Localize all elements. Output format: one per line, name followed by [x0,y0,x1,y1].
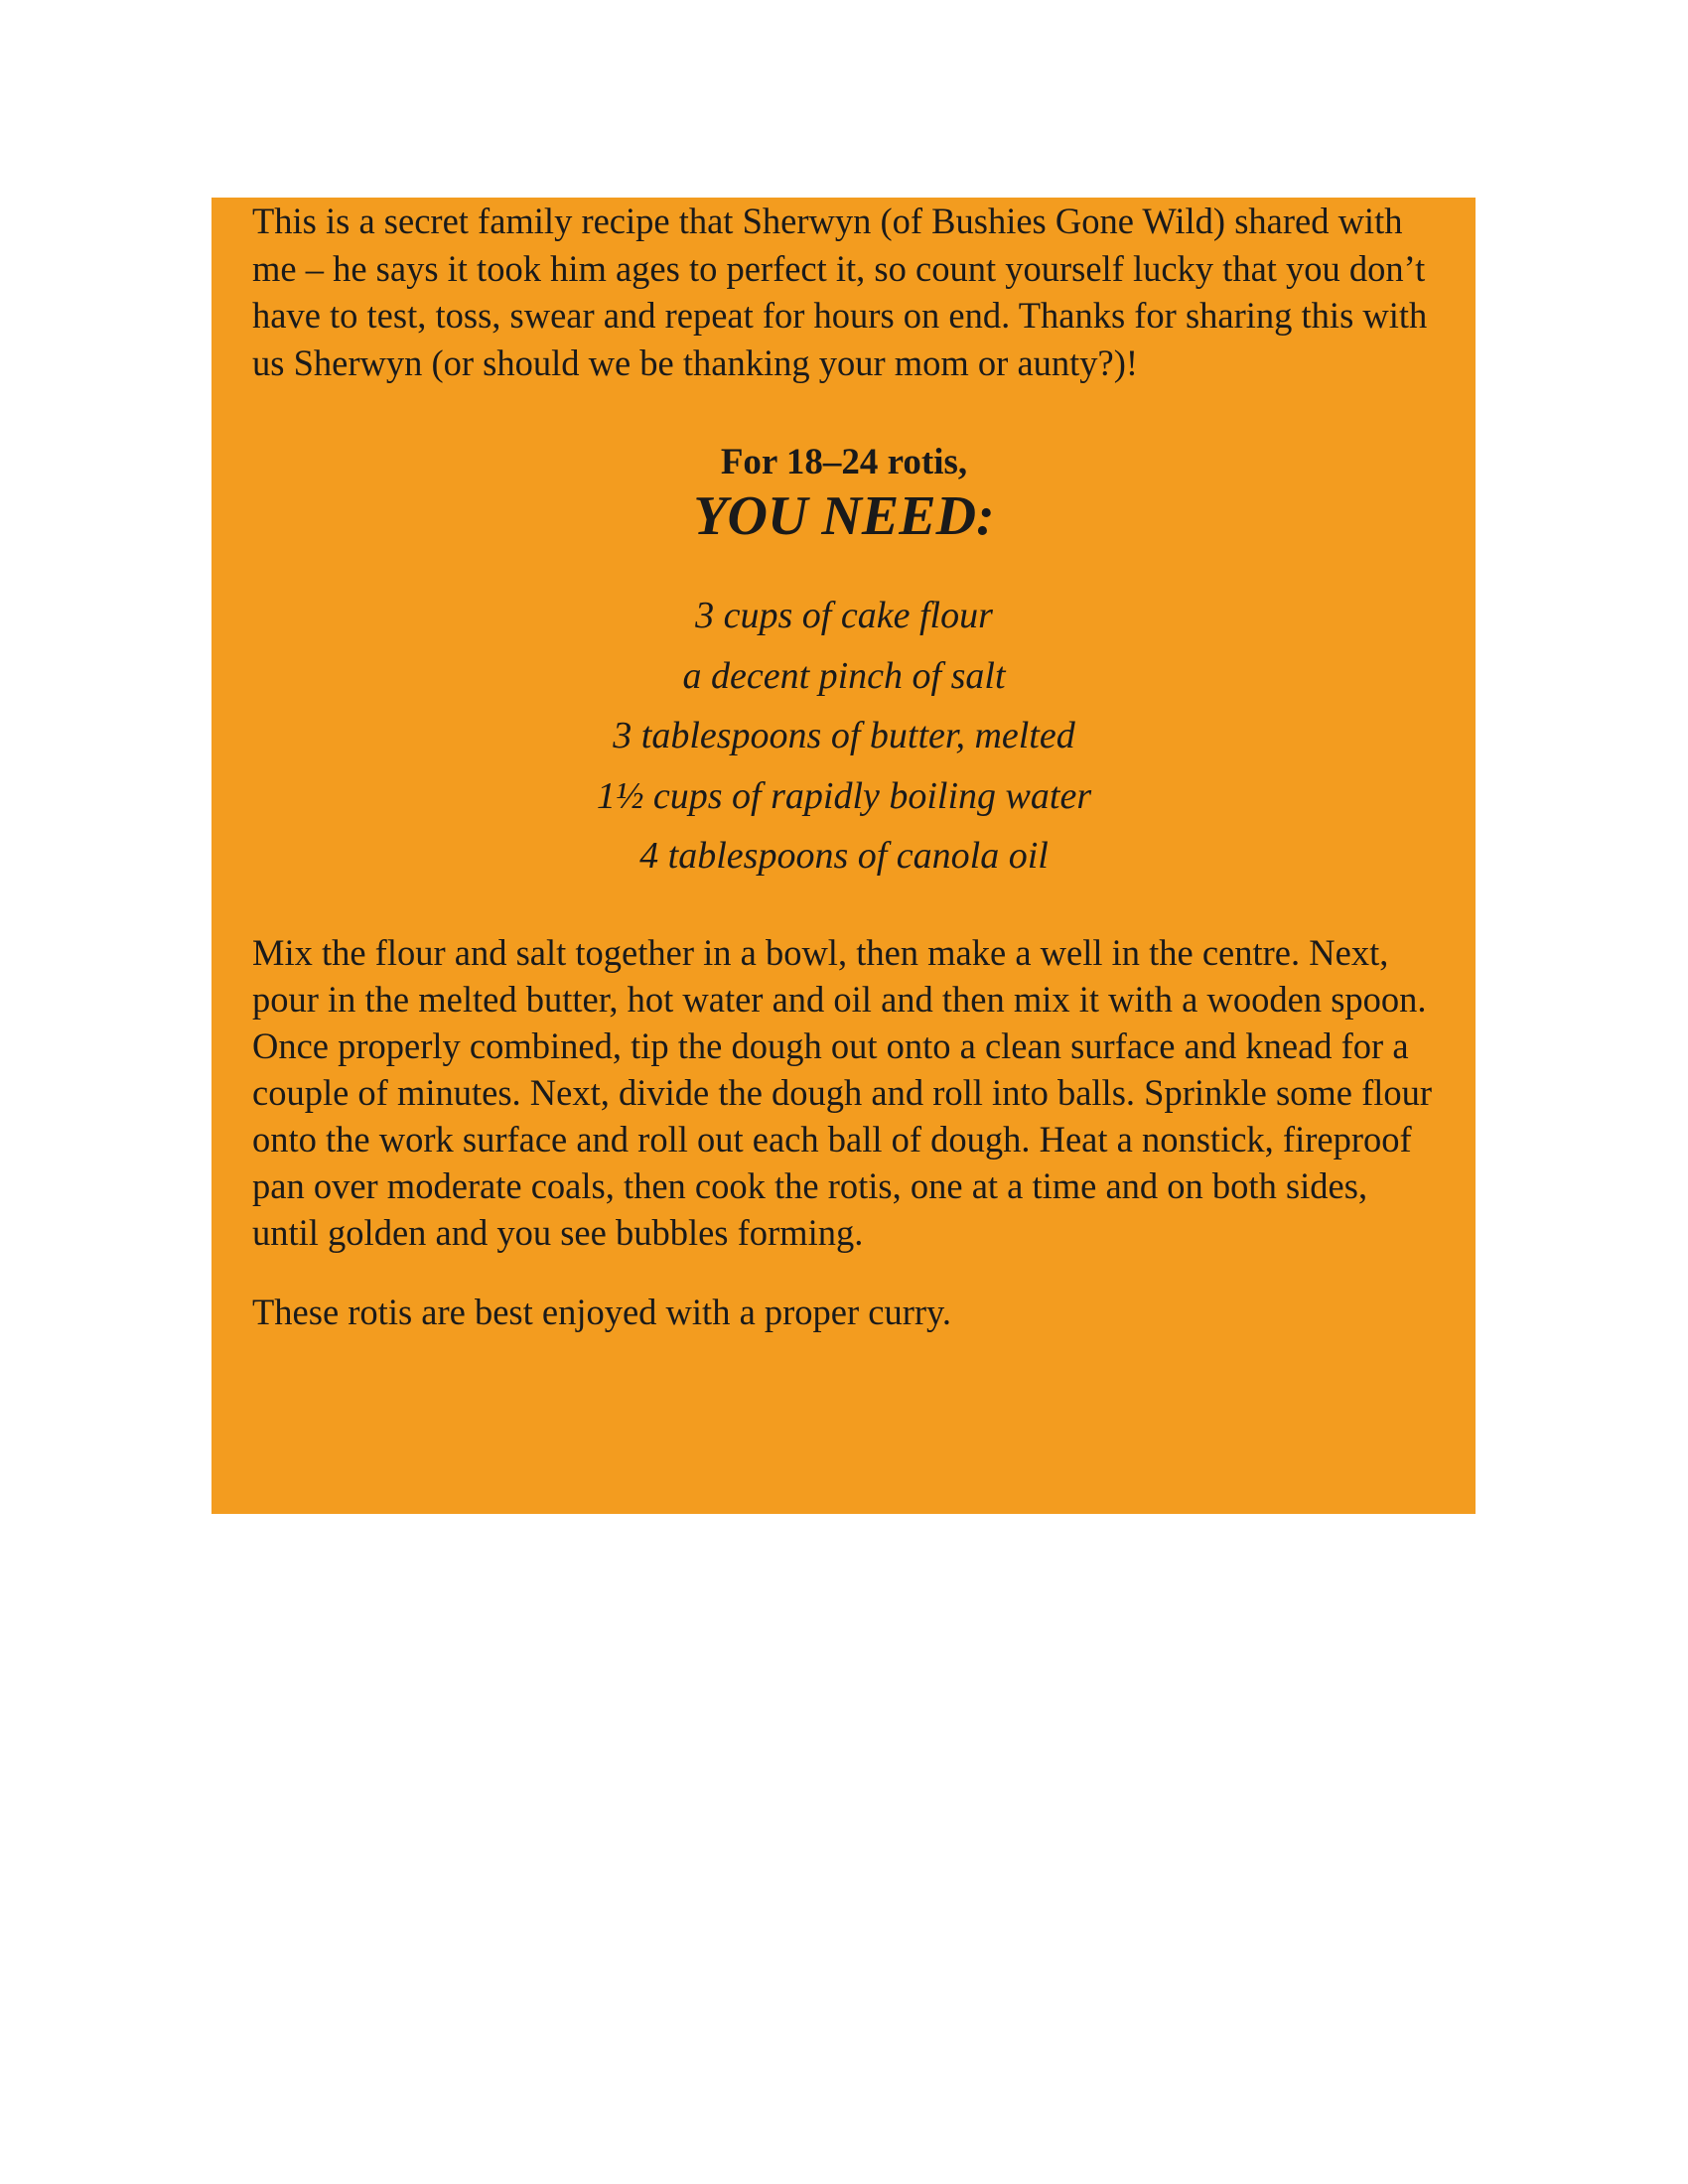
recipe-panel [211,198,1476,1514]
ingredient-item: a decent pinch of salt [682,654,1006,697]
ingredient-item: 3 cups of cake flour [695,595,993,636]
intro-paragraph: This is a secret family recipe that Sherwyn (of Bushies Gone Wild) shared with me – he says it took him ages to perfect it, so count yourself lucky that you don’t have to test, toss, swear and repeat for hours on end. Thanks for sharing this with us Sherwyn (or should we be thanking your mom or aunty?)! [252,201,1428,383]
ingredients-list [252,586,1436,887]
ingredient-item: 3 tablespoons of butter, melted [613,715,1075,756]
you-need-heading: YOU NEED: [693,485,995,547]
method-paragraph: Mix the flour and salt together in a bowl, then make a well in the centre. Next, pour in the melted butter, hot water and oil and then mix it with a wooden spoon. Once properly combined, tip the dough out onto a clean surface and knead for a couple of minutes. Next, divide the dough and roll into balls. Sprinkle some flour onto the work surface and roll out each ball of dough. Heat a nonstick, fireproof pan over moderate coals, then cook the rotis, one at a time and on both sides, until golden and you see bubbles forming. [252,931,1433,1253]
ingredient-item: 1½ cups of rapidly boiling water [596,774,1092,817]
closing-paragraph: These rotis are best enjoyed with a proper curry. [252,1291,952,1332]
ingredient-item: 4 tablespoons of canola oil [639,835,1049,877]
yield-heading: For 18–24 rotis, [720,442,968,482]
